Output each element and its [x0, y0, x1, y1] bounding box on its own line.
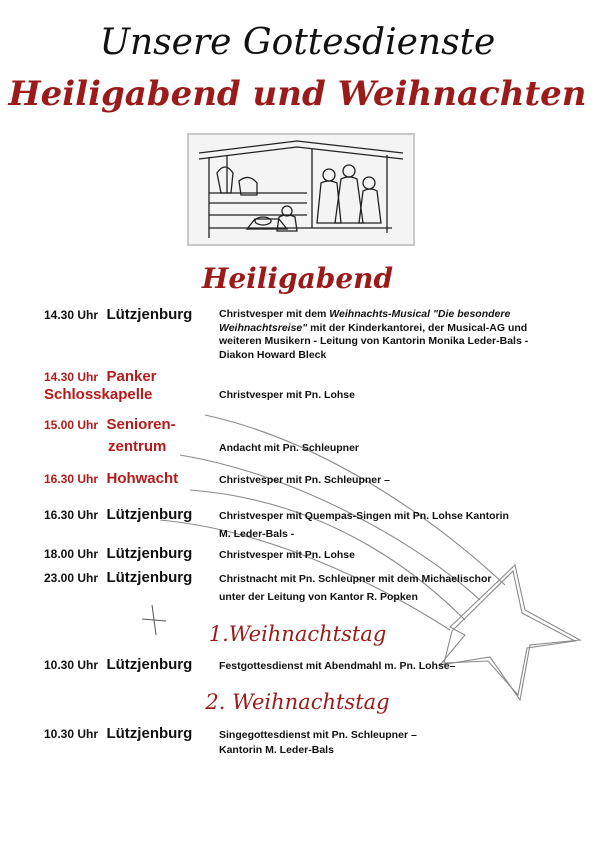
service-time: 15.00 Uhr [44, 418, 99, 432]
page-title: Unsere Gottesdienste [99, 22, 496, 63]
service-place: Lützjenburg [106, 506, 193, 523]
service-row [44, 470, 178, 488]
section-heading-weihnachtstag-1: 1.Weihnachtstag [208, 622, 387, 646]
section-heading-weihnachtstag-2: 2. Weihnachtstag [205, 690, 390, 714]
service-description: Christvesper mit Pn. Lohse [219, 389, 355, 401]
service-row [44, 368, 157, 386]
service-description-line2: Kantorin M. Leder-Bals [219, 744, 334, 756]
service-place: Senioren- [106, 416, 176, 433]
service-time: 14.30 Uhr [44, 308, 99, 322]
service-row [44, 416, 176, 434]
page-subtitle: Heiligabend und Weihnachten [8, 74, 587, 114]
service-place: Lützjenburg [106, 545, 193, 562]
section-heading-heiligabend: Heiligabend [201, 262, 394, 295]
description-prefix: Christvesper mit dem [219, 308, 330, 320]
service-description-line1: Christvesper mit Quempas-Singen mit Pn. Lohse Kantorin [219, 510, 509, 522]
service-place: Lützjenburg [106, 569, 193, 586]
service-description-line2: M. Leder-Bals - [219, 528, 295, 540]
service-description-line1: Christnacht mit Pn. Schleupner mit dem Michaelischor [219, 573, 492, 585]
service-time: 23.00 Uhr [44, 571, 99, 585]
service-time: 10.30 Uhr [44, 727, 99, 741]
nativity-scene-icon [187, 133, 415, 246]
service-time: 16.30 Uhr [44, 472, 99, 486]
service-place: Lützjenburg [106, 306, 193, 323]
service-place: Panker [106, 368, 157, 385]
service-place-line2: Schlosskapelle [44, 386, 153, 403]
service-row [44, 306, 192, 324]
service-time: 10.30 Uhr [44, 658, 99, 672]
service-row [44, 725, 192, 743]
service-description: Christvesper mit Pn. Lohse [219, 549, 355, 561]
service-row [44, 569, 192, 587]
service-place: Hohwacht [106, 470, 179, 487]
service-time: 16.30 Uhr [44, 508, 99, 522]
description-suffix: mit der Kinderkantorei, der Musical-AG und weiteren Musikern - Leitung von Kantorin Monika Leder-Bals - Diakon Howard Bleck [219, 321, 529, 361]
service-place-line2: zentrum [108, 438, 167, 455]
service-row [44, 656, 192, 674]
service-description-line2: unter der Leitung von Kantor R. Popken [219, 591, 418, 603]
service-time: 14.30 Uhr [44, 370, 99, 384]
service-row [44, 506, 192, 524]
service-row [44, 545, 192, 563]
service-place: Lützjenburg [106, 725, 193, 742]
service-description-line1: Singegottesdienst mit Pn. Schleupner – [219, 729, 417, 741]
service-place: Lützjenburg [106, 656, 193, 673]
service-description: Christvesper mit Pn. Schleupner – [219, 474, 390, 486]
description-italic: Weihnachts-Musical "Die besondere Weihnachtsreise" [219, 308, 511, 334]
service-time: 18.00 Uhr [44, 547, 99, 561]
service-description: Andacht mit Pn. Schleupner [219, 442, 360, 454]
service-description [219, 308, 559, 362]
service-description: Festgottesdienst mit Abendmahl m. Pn. Lohse– [219, 660, 456, 672]
